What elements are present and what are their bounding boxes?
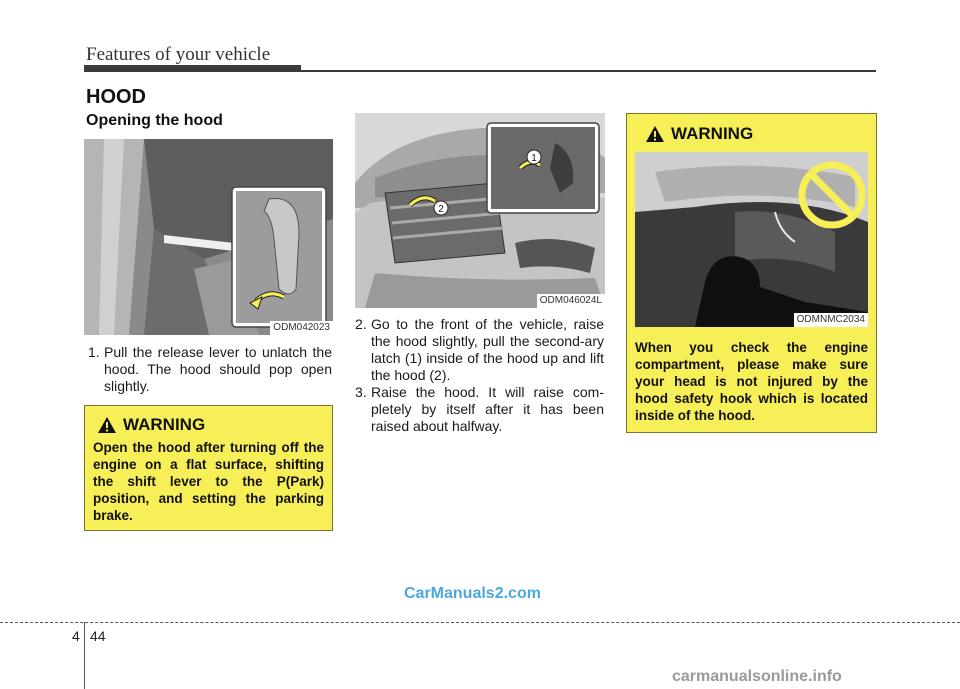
watermark-link[interactable]: CarManuals2.com (404, 585, 541, 602)
callout-1: 1 (531, 153, 537, 164)
step-number: 2. (355, 316, 367, 332)
step-number: 3. (355, 384, 367, 400)
section-title: HOOD (86, 86, 146, 108)
step-text: Go to the front of the vehicle, raise the hood slightly, pull the second-ary latch (1) inside of the hood up and lift the hood (2). (371, 316, 604, 383)
warning-title: WARNING (671, 124, 754, 143)
figure-code: ODM042023 (270, 321, 333, 335)
page-divider (84, 622, 85, 689)
warning-box-right (626, 113, 877, 433)
warning-triangle-icon (645, 125, 665, 143)
chapter-number: 4 (72, 628, 80, 644)
front-illustration (355, 113, 605, 308)
step-3 (355, 384, 604, 435)
callout-2: 2 (438, 204, 444, 215)
figure-code: ODM046024L (537, 294, 605, 308)
warning-photo (635, 152, 868, 327)
watermark-footer[interactable]: carmanualsonline.info (672, 668, 842, 685)
warning-title: WARNING (123, 415, 206, 434)
step-1 (88, 344, 332, 395)
front-photo (355, 113, 605, 308)
header-title: Features of your vehicle (86, 44, 271, 65)
warning-text: When you check the engine compartment, please make sure your head is not injured by the hood safety hook which is located inside of the hood. (635, 340, 868, 423)
warning-header (97, 415, 324, 435)
header-bar (84, 65, 301, 72)
footer-rule (0, 622, 960, 623)
warning-header (645, 124, 868, 144)
step-text: Raise the hood. It will raise com-pletely by itself after it has been raised about halfway. (371, 384, 604, 434)
warning-illustration (635, 152, 868, 327)
warning-triangle-icon (97, 416, 117, 434)
page-number: 44 (90, 628, 106, 644)
step-text: Pull the release lever to unlatch the hood. The hood should pop open slightly. (104, 344, 332, 394)
warning-text: Open the hood after turning off the engine on a flat surface, shifting the shift lever to the P(Park) position, and setting the parking brake. (93, 440, 324, 523)
subsection-title: Opening the hood (86, 112, 223, 129)
lever-illustration (84, 139, 333, 335)
step-2 (355, 316, 604, 384)
header-rule (301, 70, 876, 72)
step-number: 1. (88, 344, 100, 360)
lever-photo (84, 139, 333, 335)
figure-code: ODMNMC2034 (794, 313, 868, 327)
warning-box-left (84, 405, 333, 531)
